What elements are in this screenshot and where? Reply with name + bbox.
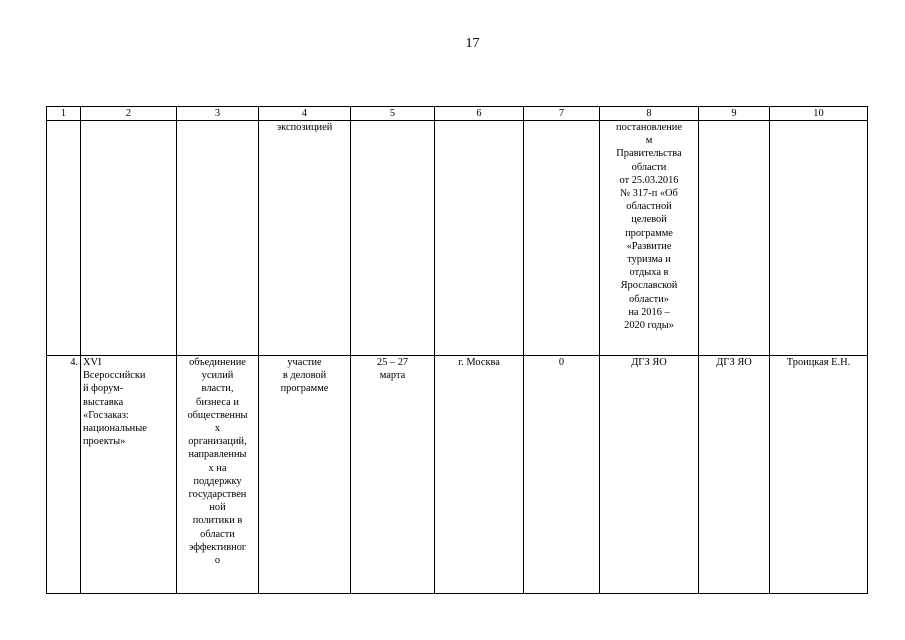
row-cont-source-cell — [600, 121, 699, 356]
row-4-format-cell — [259, 356, 351, 594]
header-cell-7: 7 — [524, 107, 600, 121]
row-4-place-cell — [435, 356, 524, 594]
header-cell-1: 1 — [47, 107, 81, 121]
table-header-row — [47, 107, 868, 121]
row-4-source-cell — [600, 356, 699, 594]
row-cont-responsible-cell — [770, 121, 868, 356]
row-4-goal-cell — [177, 356, 259, 594]
row-4-goal: объединение усилий власти, бизнеса и общественны х организаций, направленны х на поддержку государствен ной политики в области эффективног о — [187, 357, 248, 567]
row-cont-dates-cell — [351, 121, 435, 356]
row-cont-source: постановление м Правительства области от 25.03.2016 № 317-п «Об областной целевой программе «Развитие туризма и отдыха в Ярославской области» на 2016 – 2020 годы» — [616, 122, 682, 332]
header-cell-4: 4 — [259, 107, 351, 121]
header-cell-2: 2 — [81, 107, 177, 121]
row-cont-goal-cell — [177, 121, 259, 356]
row-4-organizer: ДГЗ ЯО — [716, 357, 752, 368]
header-cell-8: 8 — [600, 107, 699, 121]
header-cell-6: 6 — [435, 107, 524, 121]
row-4-funding: 0 — [558, 357, 565, 368]
row-cont-organizer-cell — [699, 121, 770, 356]
row-cont-number-cell — [47, 121, 81, 356]
row-cont-format: экспозицией — [276, 122, 333, 133]
row-4-format: участие в деловой программе — [280, 357, 329, 395]
row-cont-event-cell — [81, 121, 177, 356]
row-4-responsible-cell — [770, 356, 868, 594]
table-row-4 — [47, 356, 868, 594]
header-cell-5: 5 — [351, 107, 435, 121]
header-cell-9: 9 — [699, 107, 770, 121]
row-cont-funding-cell — [524, 121, 600, 356]
row-4-event-cell — [81, 356, 177, 594]
page-number: 17 — [465, 36, 480, 51]
row-4-place: г. Москва — [458, 357, 500, 368]
row-4-source: ДГЗ ЯО — [631, 357, 667, 368]
table-row-continued — [47, 121, 868, 356]
row-4-event: XVI Всероссийски й форум- выставка «Госзаказ: национальные проекты» — [83, 357, 147, 448]
row-4-dates: 25 – 27 марта — [376, 357, 409, 382]
header-cell-3: 3 — [177, 107, 259, 121]
events-table — [46, 106, 868, 594]
header-cell-10: 10 — [770, 107, 868, 121]
row-4-funding-cell — [524, 356, 600, 594]
row-4-number: 4. — [70, 357, 78, 368]
row-4-number-cell — [47, 356, 81, 594]
row-4-organizer-cell — [699, 356, 770, 594]
row-4-responsible: Троицкая Е.Н. — [786, 357, 851, 368]
row-4-dates-cell — [351, 356, 435, 594]
row-cont-format-cell — [259, 121, 351, 356]
row-cont-place-cell — [435, 121, 524, 356]
